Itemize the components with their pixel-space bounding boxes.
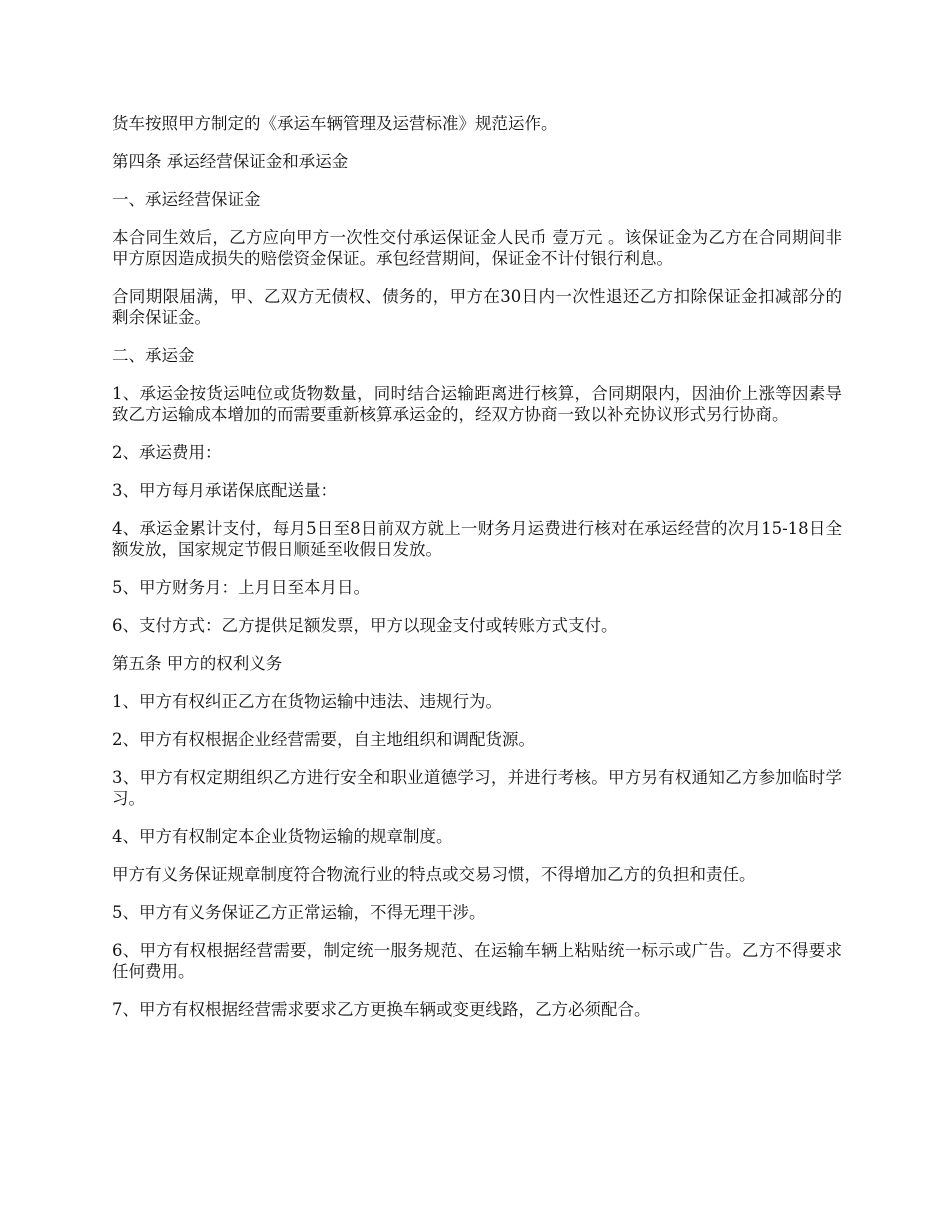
clause-party-a-2: 2、甲方有权根据企业经营需要，自主地组织和调配货源。 bbox=[112, 730, 535, 749]
clause-freight-3: 3、甲方每月承诺保底配送量： bbox=[112, 481, 337, 500]
paragraph-deposit-payment: 本合同生效后，乙方应向甲方一次性交付承运保证金人民币 壹万元 。该保证金为乙方在合同期间非甲方原因造成损失的赔偿资金保证。承包经营期间，保证金不计付银行利息。 bbox=[112, 228, 842, 268]
paragraph-rules-obligation: 甲方有义务保证规章制度符合物流行业的特点或交易习惯，不得增加乙方的负担和责任。 bbox=[112, 865, 756, 884]
article-5-heading: 第五条 甲方的权利义务 bbox=[112, 654, 283, 673]
paragraph-deposit-refund: 合同期限届满，甲、乙双方无债权、债务的，甲方在30日内一次性退还乙方扣除保证金扣减部分的剩余保证金。 bbox=[112, 287, 842, 327]
clause-freight-5: 5、甲方财务月：上月日至本月日。 bbox=[112, 578, 370, 597]
clause-freight-4: 4、承运金累计支付，每月5日至8日前双方就上一财务月运费进行核对在承运经营的次月15-18日全额发放，国家规定节假日顺延至收假日发放。 bbox=[112, 519, 842, 559]
clause-freight-6: 6、支付方式：乙方提供足额发票，甲方以现金支付或转账方式支付。 bbox=[112, 616, 618, 635]
clause-party-a-1: 1、甲方有权纠正乙方在货物运输中违法、违规行为。 bbox=[112, 692, 502, 711]
clause-freight-2: 2、承运费用： bbox=[112, 443, 222, 462]
clause-party-a-7: 7、甲方有权根据经营需求要求乙方更换车辆或变更线路，乙方必须配合。 bbox=[112, 1000, 651, 1019]
clause-freight-1: 1、承运金按货运吨位或货物数量，同时结合运输距离进行核算，合同期限内，因油价上涨等因素导致乙方运输成本增加的而需要重新核算承运金的，经双方协商一致以补充协议形式另行协商。 bbox=[112, 384, 842, 424]
paragraph-operation-standard: 货车按照甲方制定的《承运车辆管理及运营标准》规范运作。 bbox=[112, 114, 558, 133]
section-freight-heading: 二、承运金 bbox=[112, 346, 195, 365]
article-4-heading: 第四条 承运经营保证金和承运金 bbox=[112, 152, 349, 171]
document-body bbox=[112, 113, 842, 1037]
clause-party-a-4: 4、甲方有权制定本企业货物运输的规章制度。 bbox=[112, 827, 453, 846]
clause-party-a-3: 3、甲方有权定期组织乙方进行安全和职业道德学习，并进行考核。甲方另有权通知乙方参加临时学习。 bbox=[112, 768, 842, 808]
section-deposit-heading: 一、承运经营保证金 bbox=[112, 190, 261, 209]
clause-party-a-6: 6、甲方有权根据经营需要，制定统一服务规范、在运输车辆上粘贴统一标示或广告。乙方不得要求任何费用。 bbox=[112, 941, 842, 981]
clause-party-a-5: 5、甲方有义务保证乙方正常运输，不得无理干涉。 bbox=[112, 903, 486, 922]
